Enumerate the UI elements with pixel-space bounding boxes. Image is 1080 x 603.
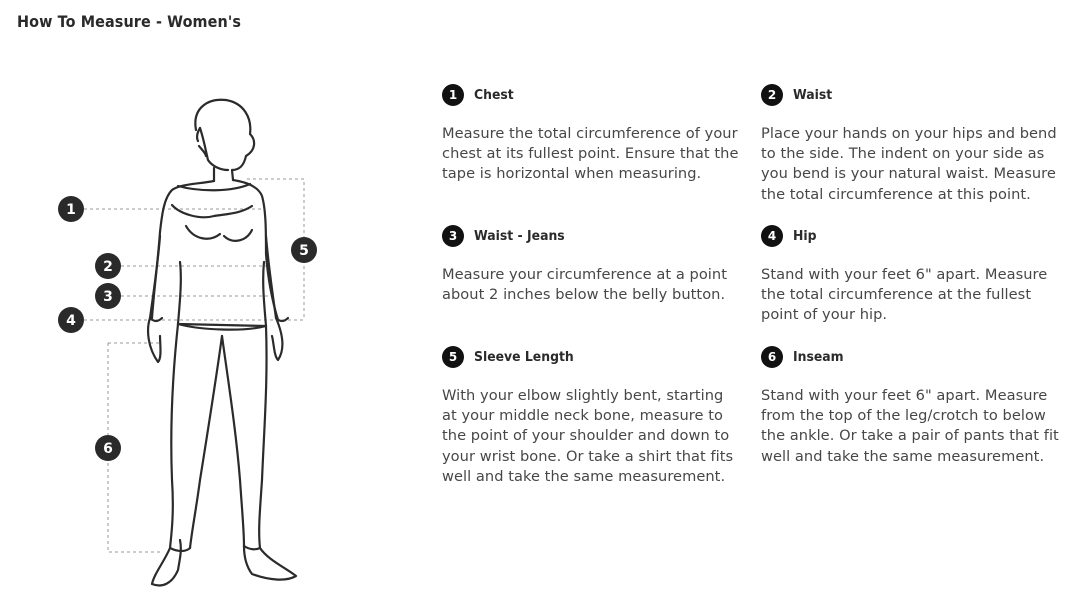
figure-badge-3: [95, 283, 121, 309]
number-badge: 2: [761, 84, 783, 106]
item-description: Place your hands on your hips and bend to the side. The indent on your side as you bend is your natural waist. Measure the total circumference at this point.: [761, 125, 1057, 203]
number-badge: 5: [442, 346, 464, 368]
item-title: Inseam: [793, 349, 844, 365]
item-title: Sleeve Length: [474, 349, 574, 365]
item-title: Waist: [793, 87, 833, 103]
figure-badge-5-label: 5: [299, 243, 309, 259]
figure-badge-2-label: 2: [103, 259, 113, 275]
item-title: Waist - Jeans: [474, 228, 565, 244]
figure-badge-6: [95, 435, 121, 461]
measure-item-waist-jeans: [442, 224, 742, 305]
number-badge: 1: [442, 84, 464, 106]
item-title: Chest: [474, 87, 514, 103]
body-figure-illustration: [0, 0, 430, 603]
page-title: How To Measure - Women's: [17, 12, 242, 31]
figure-badge-4: [58, 307, 84, 333]
figure-badge-2: [95, 253, 121, 279]
item-description: With your elbow slightly bent, starting at your middle neck bone, measure to the point of your shoulder and down to your wrist bone. Or take a shirt that fits well and take the same measurement.: [442, 387, 734, 485]
figure-badge-6-label: 6: [103, 441, 113, 457]
number-badge: 4: [761, 225, 783, 247]
figure-badge-5: [291, 237, 317, 263]
number-badge: 3: [442, 225, 464, 247]
measure-item-chest: [442, 83, 742, 185]
figure-badge-3-label: 3: [103, 289, 113, 305]
figure-badge-1-label: 1: [66, 202, 76, 218]
figure-badge-1: [58, 196, 84, 222]
item-description: Stand with your feet 6" apart. Measure the total circumference at the fullest point of your hip.: [761, 266, 1048, 324]
measure-item-sleeve-length: [442, 345, 742, 487]
item-title: Hip: [793, 228, 817, 244]
measure-item-inseam: [761, 345, 1061, 467]
item-description: Measure the total circumference of your chest at its fullest point. Ensure that the tape is horizontal when measuring.: [442, 125, 739, 183]
figure-badge-4-label: 4: [66, 313, 76, 329]
number-badge: 6: [761, 346, 783, 368]
item-description: Stand with your feet 6" apart. Measure from the top of the leg/crotch to below the ankle. Or take a pair of pants that fit well and take the same measurement.: [761, 387, 1059, 465]
measure-item-waist: [761, 83, 1061, 205]
woman-silhouette: [148, 100, 296, 586]
item-description: Measure your circumference at a point about 2 inches below the belly button.: [442, 266, 727, 304]
measure-item-hip: [761, 224, 1061, 326]
figure-badges: [58, 196, 317, 461]
